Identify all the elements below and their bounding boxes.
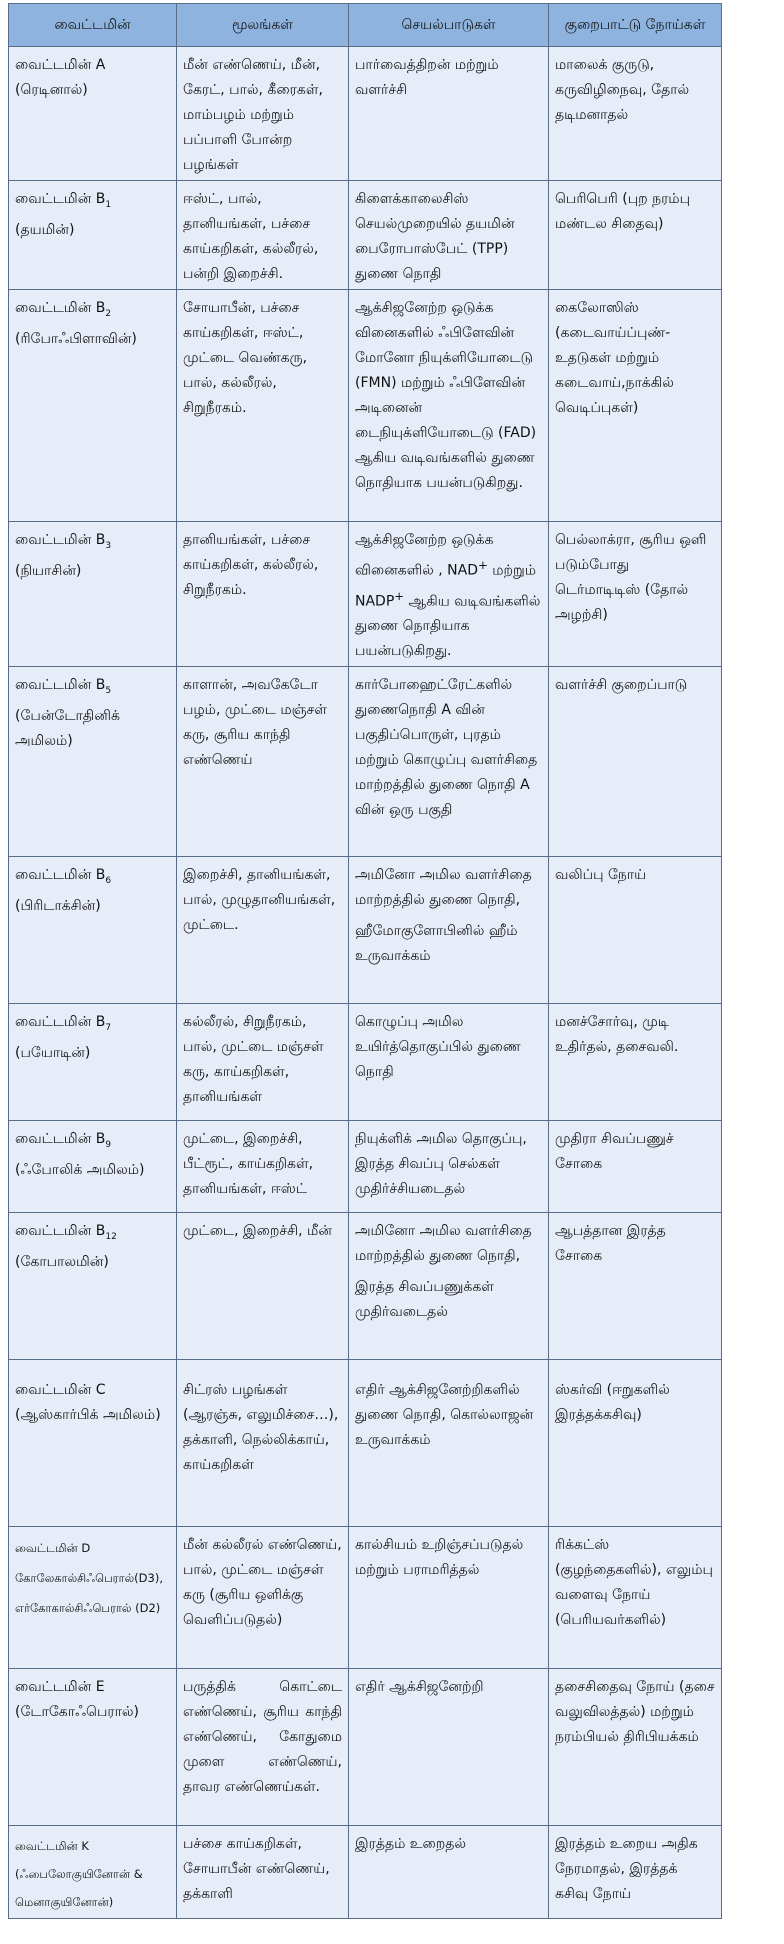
deficiency-cell: ரிக்கட்ஸ் (குழந்தைகளில்), எலும்பு வளைவு நோய் (பெரியவர்களில்) <box>549 1527 722 1669</box>
vitamin-cell <box>9 522 177 667</box>
sources-cell: பருத்திக் கொட்டை எண்ணெய், சூரிய காந்தி எண்ணெய், கோதுமை முளை எண்ணெய், தாவர எண்ணெய்கள். <box>177 1669 349 1826</box>
vitamin-chemical-name: (ஃபோலிக் அமிலம்) <box>15 1162 145 1179</box>
sources-cell: முட்டை, இறைச்சி, பீட்ரூட், காய்கறிகள், தானியங்கள், ஈஸ்ட் <box>177 1121 349 1213</box>
vitamin-cell <box>9 667 177 857</box>
vitamin-cell <box>9 1121 177 1213</box>
header-sources: மூலங்கள் <box>177 4 349 47</box>
deficiency-cell: வலிப்பு நோய் <box>549 857 722 1004</box>
functions-cell: இரத்தம் உறைதல் <box>349 1826 549 1919</box>
vitamin-subscript: 9 <box>105 1140 112 1151</box>
functions-cell: ஆக்சிஜனேற்ற ஒடுக்க வினைகளில் ஃபிளேவின் மோனோ நியுக்ளியோடைடு (FMN) மற்றும் ஃபிளேவின் அடினைன் டைநியுக்ளியோடைடு (FAD) ஆகிய வடிவங்களில் துணை நொதியாக பயன்படுகிறது. <box>349 290 549 522</box>
table-row <box>9 1826 722 1919</box>
header-deficiency: குறைபாட்டு நோய்கள் <box>549 4 722 47</box>
sources-cell: கல்லீரல், சிறுநீரகம், பால், முட்டை மஞ்சள் கரு, காய்கறிகள், தானியங்கள் <box>177 1004 349 1121</box>
vitamin-cell <box>9 1669 177 1826</box>
superscript-plus: + <box>394 588 405 603</box>
functions-cell <box>349 857 549 1004</box>
vitamin-name: வைட்டமின் B <box>15 1014 106 1031</box>
vitamin-chemical-name: (ரெடினால்) <box>15 82 88 98</box>
functions-cell <box>349 1213 549 1360</box>
sources-cell: மீன் கல்லீரல் எண்ணெய், பால், முட்டை மஞ்சள் கரு (சூரிய ஒளிக்கு வெளிப்படுதல்) <box>177 1527 349 1669</box>
vitamin-name: வைட்டமின் B <box>15 300 106 316</box>
vitamin-cell <box>9 290 177 522</box>
functions-cell: கொழுப்பு அமில உயிர்த்தொகுப்பில் துணை நொதி <box>349 1004 549 1121</box>
vitamin-chemical-name: (நியாசின்) <box>15 562 82 579</box>
vitamin-subscript: 6 <box>105 876 112 887</box>
sources-cell: சோயாபீன், பச்சை காய்கறிகள், ஈஸ்ட், முட்டை வெண்கரு, பால், கல்லீரல், சிறுநீரகம். <box>177 290 349 522</box>
vitamin-name: வைட்டமின் B <box>15 867 106 884</box>
table-row <box>9 1213 722 1360</box>
vitamin-name: வைட்டமின் B <box>15 191 106 207</box>
functions-cell: பார்வைத்திறன் மற்றும் வளர்ச்சி <box>349 47 549 181</box>
deficiency-cell: இரத்தம் உறைய அதிக நேரமாதல், இரத்தக் கசிவு நோய் <box>549 1826 722 1919</box>
deficiency-cell: முதிரா சிவப்பணுச் சோகை <box>549 1121 722 1213</box>
functions-text: மற்றும் NADP <box>355 562 536 610</box>
vitamin-chemical-name: (பயோடின்) <box>15 1045 91 1062</box>
table-row <box>9 1004 722 1121</box>
functions-cell: கால்சியம் உறிஞ்சப்படுதல் மற்றும் பராமரித்தல் <box>349 1527 549 1669</box>
deficiency-cell: வளர்ச்சி குறைப்பாடு <box>549 667 722 857</box>
vitamin-subscript: 7 <box>105 1023 112 1034</box>
vitamin-cell <box>9 181 177 290</box>
functions-cell: எதிர் ஆக்சிஜனேற்றி <box>349 1669 549 1826</box>
vitamin-cell <box>9 857 177 1004</box>
vitamin-name: வைட்டமின் E <box>15 1679 105 1696</box>
table-row <box>9 1669 722 1826</box>
vitamin-chemical-name: (ஆஸ்கார்பிக் அமிலம்) <box>15 1407 161 1424</box>
deficiency-cell: ஆபத்தான இரத்த சோகை <box>549 1213 722 1360</box>
vitamin-chemical-name: (ரிபோஃபிளாவின்) <box>15 330 137 347</box>
deficiency-cell: மாலைக் குருடு, கருவிழிநைவு, தோல் தடிமனாதல் <box>549 47 722 181</box>
vitamin-chemical-name: கோலேகால்சிஃபெரால்(D3), எர்கோகால்சிஃபெரால் (D2) <box>15 1571 163 1616</box>
vitamin-name: வைட்டமின் B <box>15 1223 106 1240</box>
vitamin-name: வைட்டமின் K <box>15 1839 89 1854</box>
vitamin-cell <box>9 1004 177 1121</box>
table-row <box>9 667 722 857</box>
functions-text: இரத்த சிவப்பணுக்கள் முதிர்வடைதல் <box>355 1279 494 1321</box>
table-row <box>9 290 722 522</box>
header-vitamin: வைட்டமின் <box>9 4 177 47</box>
vitamin-name: வைட்டமின் B <box>15 677 106 694</box>
superscript-plus: + <box>478 558 488 572</box>
functions-cell: கிளைக்காலைசிஸ் செயல்முறையில் தயமின் பைரோபாஸ்பேட் (TPP) துணை நொதி <box>349 181 549 290</box>
functions-text: ஆகிய வடிவங்களில் துணை நொதியாக பயன்படுகிறது. <box>355 593 541 660</box>
sources-cell: காளான், அவகேடோ பழம், முட்டை மஞ்சள் கரு, சூரிய காந்தி எண்ணெய் <box>177 667 349 857</box>
vitamin-chemical-name: (பேன்டோதினிக் அமிலம்) <box>15 708 120 750</box>
table-row <box>9 181 722 290</box>
vitamin-cell <box>9 1826 177 1919</box>
table-row <box>9 1121 722 1213</box>
sources-cell: மீன் எண்ணெய், மீன், கேரட், பால், கீரைகள், மாம்பழம் மற்றும் பப்பாளி போன்ற பழங்கள் <box>177 47 349 181</box>
vitamin-name: வைட்டமின் B <box>15 532 106 548</box>
functions-cell: எதிர் ஆக்சிஜனேற்றிகளில் துணை நொதி, கொல்லாஜன் உருவாக்கம் <box>349 1360 549 1527</box>
vitamin-name: வைட்டமின் C <box>15 1382 106 1399</box>
deficiency-cell: ஸ்கர்வி (ஈறுகளில் இரத்தக்கசிவு) <box>549 1360 722 1527</box>
vitamin-subscript: 2 <box>105 308 112 319</box>
vitamin-subscript: 12 <box>105 1232 117 1243</box>
vitamin-cell <box>9 47 177 181</box>
table-row <box>9 47 722 181</box>
vitamin-name: வைட்டமின் B <box>15 1131 106 1148</box>
vitamin-subscript: 1 <box>105 199 112 210</box>
sources-cell: ஈஸ்ட், பால், தானியங்கள், பச்சை காய்கறிகள், கல்லீரல், பன்றி இறைச்சி. <box>177 181 349 290</box>
vitamin-cell <box>9 1360 177 1527</box>
functions-text: ஹீமோகுளோபினில் ஹீம் உருவாக்கம் <box>355 923 518 965</box>
vitamin-name: வைட்டமின் A <box>15 57 106 73</box>
vitamin-name: வைட்டமின் D <box>15 1541 91 1556</box>
functions-cell: கார்போஹைட்ரேட்களில் துணைநொதி A வின் பகுதிப்பொருள், புரதம் மற்றும் கொழுப்பு வளர்சிதை மாற்றத்தில் துணை நொதி A வின் ஒரு பகுதி <box>349 667 549 857</box>
functions-cell: நியுக்ளிக் அமில தொகுப்பு, இரத்த சிவப்பு செல்கள் முதிர்ச்சியடைதல் <box>349 1121 549 1213</box>
functions-text: அமினோ அமில வளர்சிதை மாற்றத்தில் துணை நொதி, <box>355 1223 532 1265</box>
header-row <box>9 4 722 47</box>
deficiency-cell: மனச்சோர்வு, முடி உதிர்தல், தசைவலி. <box>549 1004 722 1121</box>
sources-cell: சிட்ரஸ் பழங்கள் (ஆரஞ்சு, எலுமிச்சை…), தக்காளி, நெல்லிக்காய், காய்கறிகள் <box>177 1360 349 1527</box>
deficiency-cell: பெல்லாக்ரா, சூரிய ஒளி படும்போது டெர்மாடிடிஸ் (தோல் அழற்சி) <box>549 522 722 667</box>
vitamin-chemical-name: (தயமின்) <box>15 221 75 238</box>
functions-cell <box>349 522 549 667</box>
vitamin-cell <box>9 1213 177 1360</box>
vitamin-subscript: 3 <box>105 540 112 551</box>
deficiency-cell: தசைசிதைவு நோய் (தசை வலுவிலத்தல்) மற்றும் நரம்பியல் திரிபியக்கம் <box>549 1669 722 1826</box>
vitamin-chemical-name: (டோகோஃபெரால்) <box>15 1704 139 1721</box>
vitamin-chemical-name: (ஃபைலோகுயினோன் & மெனாகுயினோன்) <box>15 1867 143 1910</box>
vitamin-cell <box>9 1527 177 1669</box>
vitamin-subscript: 5 <box>105 686 112 697</box>
table-row <box>9 857 722 1004</box>
vitamin-chemical-name: (கோபாலமின்) <box>15 1254 109 1271</box>
deficiency-cell: கைலோஸிஸ் (கடைவாய்ப்புண்- உதடுகள் மற்றும் கடைவாய்,நாக்கில் வெடிப்புகள்) <box>549 290 722 522</box>
table-row <box>9 1360 722 1527</box>
sources-cell: பச்சை காய்கறிகள், சோயாபீன் எண்ணெய், தக்காளி <box>177 1826 349 1919</box>
table-row <box>9 522 722 667</box>
vitamins-table <box>8 3 722 1919</box>
deficiency-cell: பெரிபெரி (புற நரம்பு மண்டல சிதைவு) <box>549 181 722 290</box>
sources-cell: இறைச்சி, தானியங்கள், பால், முழுதானியங்கள், முட்டை. <box>177 857 349 1004</box>
table-row <box>9 1527 722 1669</box>
sources-cell: முட்டை, இறைச்சி, மீன் <box>177 1213 349 1360</box>
functions-text: ஆக்சிஜனேற்ற ஒடுக்க வினைகளில் , NAD <box>355 532 494 579</box>
sources-cell: தானியங்கள், பச்சை காய்கறிகள், கல்லீரல், சிறுநீரகம். <box>177 522 349 667</box>
functions-text: அமினோ அமில வளர்சிதை மாற்றத்தில் துணை நொதி, <box>355 867 532 909</box>
vitamin-chemical-name: (பிரிடாக்சின்) <box>15 898 101 915</box>
header-functions: செயல்பாடுகள் <box>349 4 549 47</box>
